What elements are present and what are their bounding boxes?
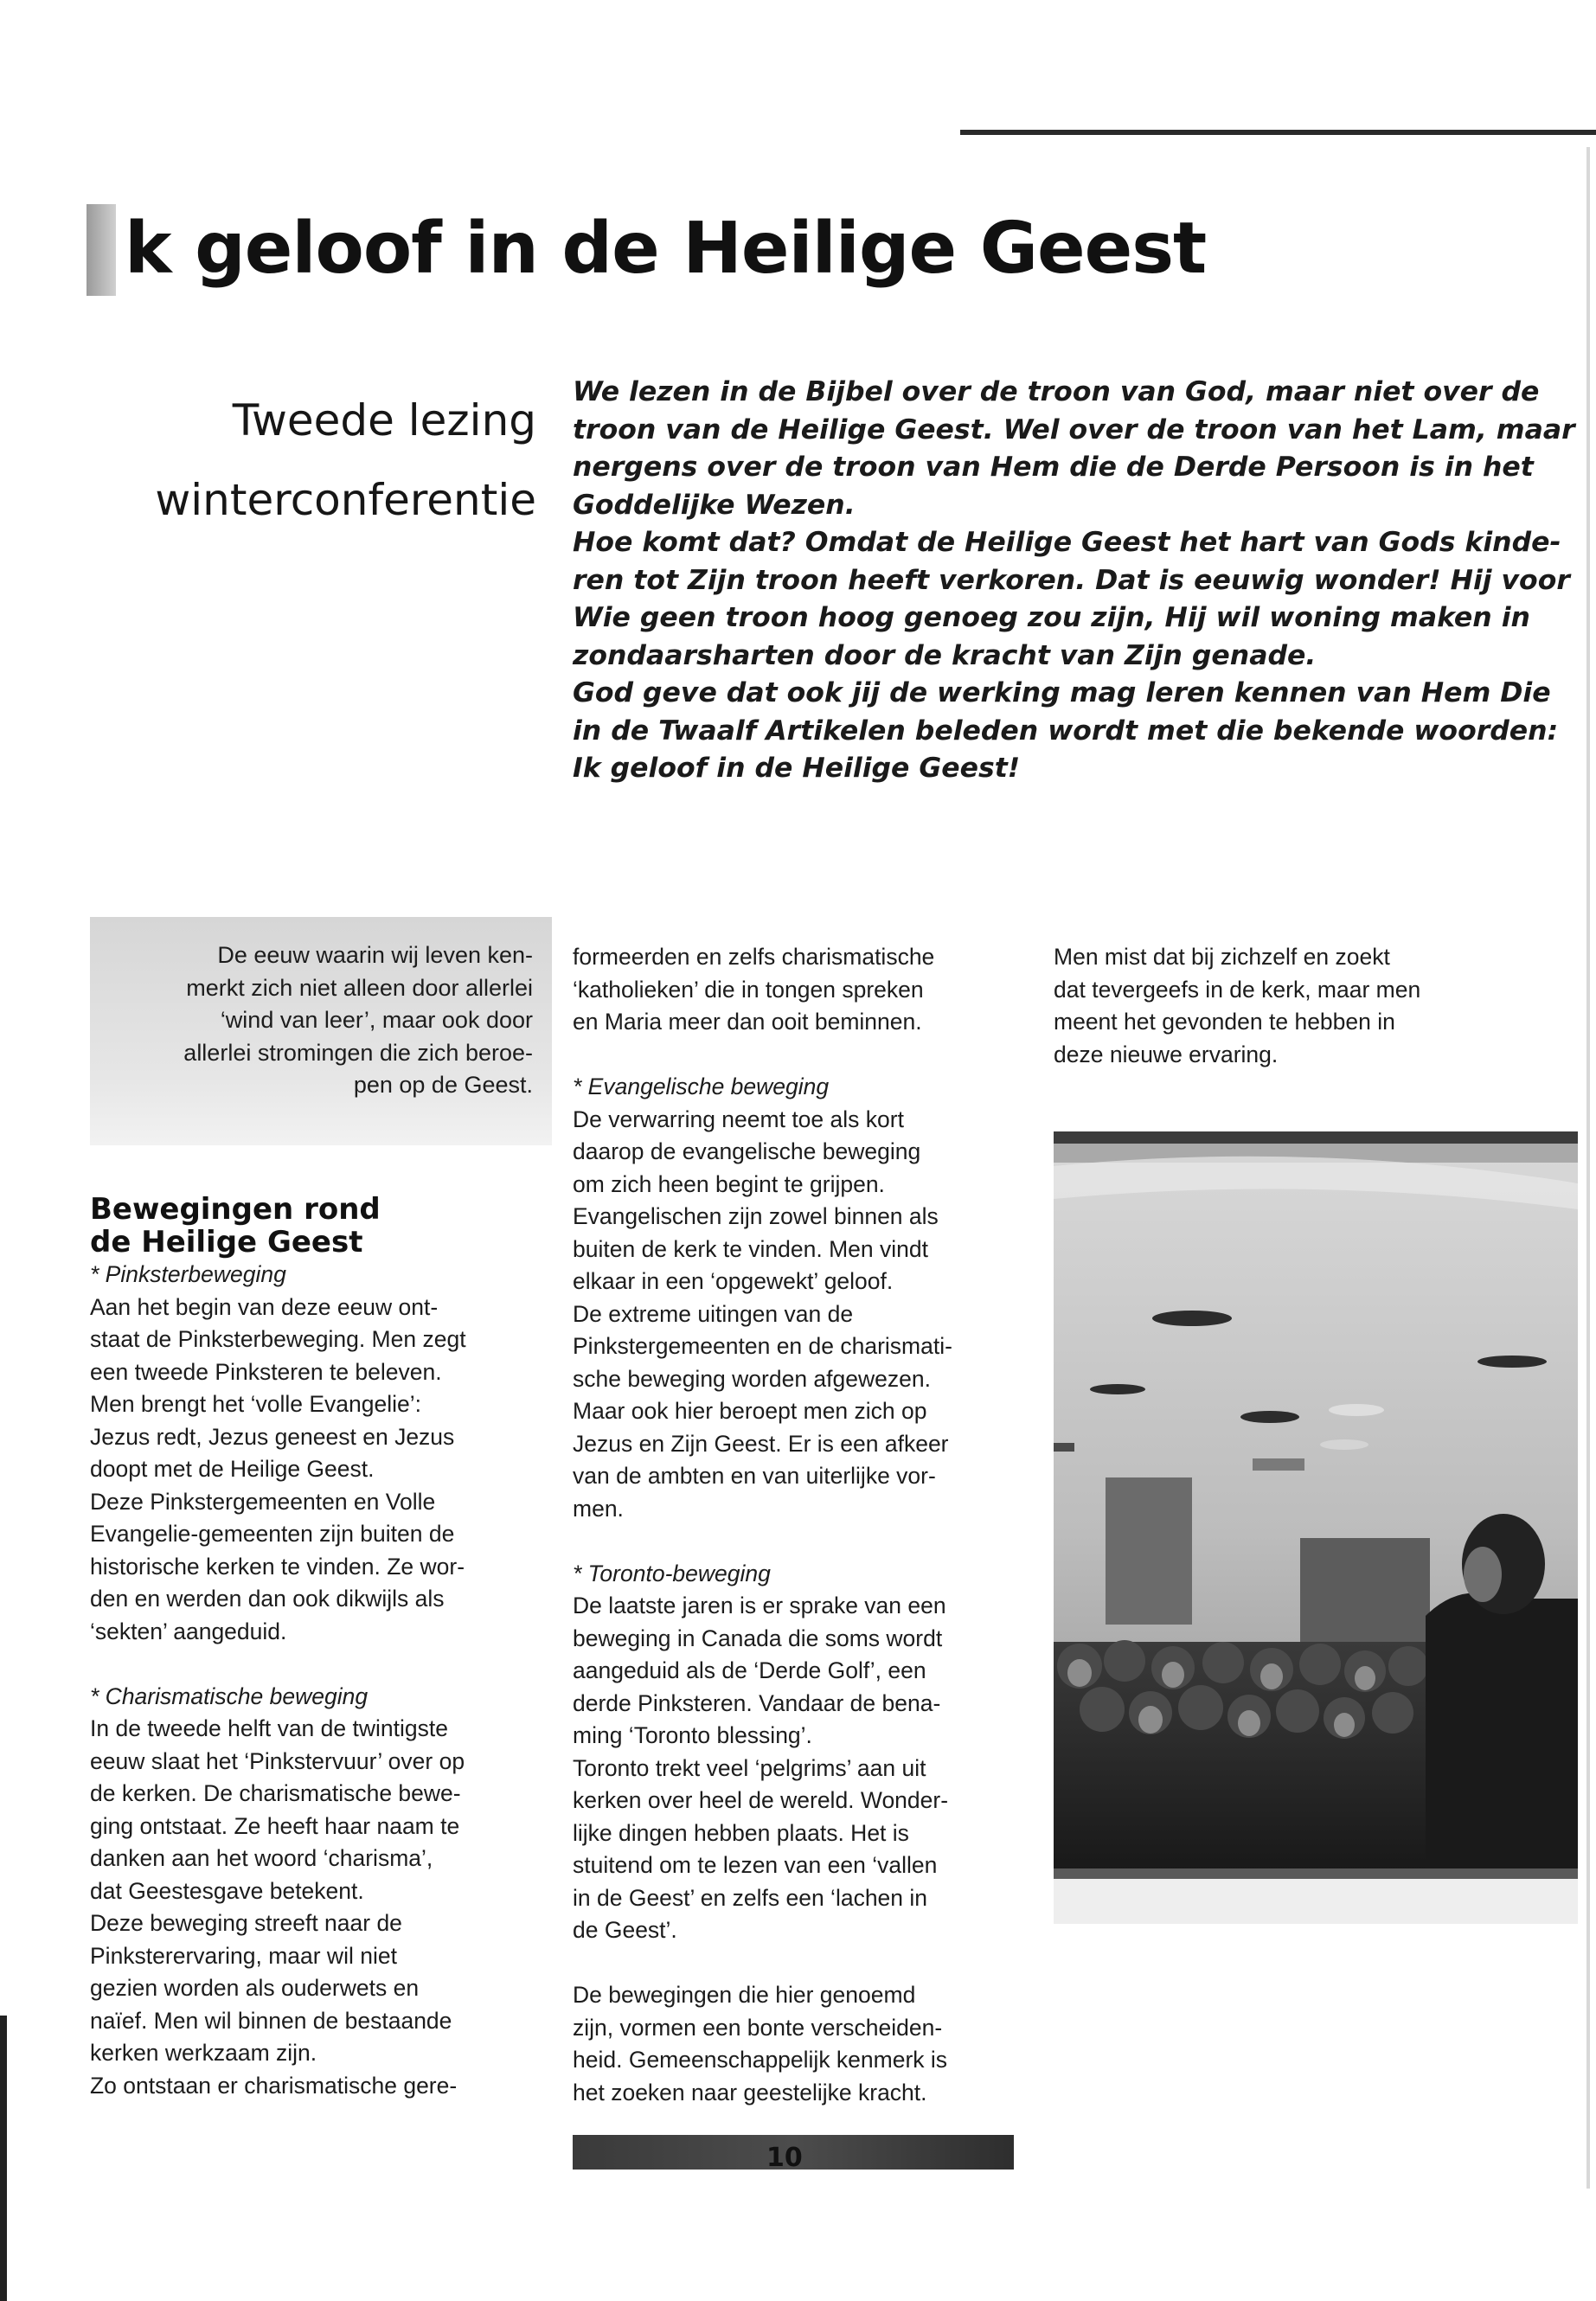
body-line: de kerken. De charismatische bewe- — [90, 1780, 461, 1806]
body-line: Men mist dat bij zichzelf en zoekt — [1054, 944, 1390, 970]
body-line: stuitend om te lezen van een ‘vallen — [573, 1852, 938, 1878]
body-line: men. — [573, 1495, 624, 1522]
intro-line: nergens over de troon van Hem die de Derde Persoon is in het — [573, 452, 1534, 483]
body-line: Jezus redt, Jezus geneest en Jezus — [90, 1423, 455, 1450]
article-title — [87, 197, 1207, 318]
body-line: ‘katholieken’ die in tongen spreken — [573, 976, 924, 1003]
body-line: Jezus en Zijn Geest. Er is een afkeer — [573, 1430, 949, 1457]
body-line: Evangelie-gemeenten zijn buiten de — [90, 1521, 455, 1547]
intro-paragraph — [573, 374, 1575, 788]
body-line: zijn, vormen een bonte verscheiden- — [573, 2014, 943, 2041]
body-line: eeuw slaat het ‘Pinkstervuur’ over op — [90, 1747, 465, 1774]
body-line: Maar ook hier beroept men zich op — [573, 1398, 927, 1424]
body-line: danken aan het woord ‘charisma’, — [90, 1845, 433, 1871]
article-subtitle — [87, 381, 536, 540]
intro-line: in de Twaalf Artikelen beleden wordt met die bekende woorden: — [573, 715, 1559, 747]
pullquote-line: merkt zich niet alleen door allerlei — [186, 974, 533, 1001]
page-edge-right — [1586, 147, 1590, 2189]
body-line: Aan het begin van deze eeuw ont- — [90, 1293, 439, 1320]
intro-line: We lezen in de Bijbel over de troon van God, maar niet over de — [573, 376, 1540, 407]
body-line: derde Pinksteren. Vandaar de bena- — [573, 1689, 941, 1716]
body-line: historische kerken te vinden. Ze wor- — [90, 1553, 465, 1580]
body-line: ging ontstaat. Ze heeft haar naam te — [90, 1812, 460, 1839]
body-line: in de Geest’ en zelfs een ‘lachen in — [573, 1884, 928, 1911]
conference-photo — [1054, 1131, 1578, 1924]
body-line: sche beweging worden afgewezen. — [573, 1365, 931, 1392]
body-line: kerken werkzaam zijn. — [90, 2040, 317, 2066]
body-line: de Geest’. — [573, 1917, 677, 1943]
column-1 — [90, 1194, 557, 2102]
body-line: Evangelischen zijn zowel binnen als — [573, 1203, 939, 1229]
section-heading: Bewegingen rond — [90, 1192, 381, 1227]
body-line: Zo ontstaan er charismatische gere- — [90, 2072, 458, 2099]
title-initial-bar — [87, 204, 116, 296]
body-line: buiten de kerk te vinden. Men vindt — [573, 1235, 928, 1262]
column-3 — [1054, 941, 1538, 1071]
body-line: De bewegingen die hier genoemd — [573, 1982, 916, 2008]
body-line: dat tevergeefs in de kerk, maar men — [1054, 976, 1421, 1003]
page-edge-top — [960, 130, 1596, 135]
body-line: lijke dingen hebben plaats. Het is — [573, 1819, 909, 1846]
body-line: Deze Pinkstergemeenten en Volle — [90, 1488, 436, 1515]
intro-line: troon van de Heilige Geest. Wel over de troon van het Lam, maar — [573, 413, 1575, 445]
body-line: en Maria meer dan ooit beminnen. — [573, 1009, 922, 1035]
body-line: Pinksterervaring, maar wil niet — [90, 1942, 397, 1969]
title-text: k geloof in de Heilige Geest — [125, 208, 1207, 290]
section-heading: de Heilige Geest — [90, 1224, 363, 1259]
body-line: om zich heen begint te grijpen. — [573, 1170, 885, 1197]
intro-line: ren tot Zijn troon heeft verkoren. Dat is eeuwig wonder! Hij voor — [573, 564, 1570, 596]
body-line: heid. Gemeenschappelijk kenmerk is — [573, 2047, 948, 2073]
body-line: formeerden en zelfs charismatische — [573, 944, 935, 970]
subtitle-line: Tweede lezing — [232, 395, 536, 445]
body-line: staat de Pinksterbeweging. Men zegt — [90, 1326, 466, 1352]
page-edge-left — [0, 2016, 7, 2301]
intro-line: zondaarsharten door de kracht van Zijn genade. — [573, 639, 1317, 671]
pullquote-line: allerlei stromingen die zich beroe- — [183, 1039, 533, 1066]
pullquote-text — [183, 939, 533, 1102]
body-line: van de ambten en van uiterlijke vor- — [573, 1463, 936, 1489]
body-line: De verwarring neemt toe als kort — [573, 1106, 904, 1132]
pullquote-line: pen op de Geest. — [353, 1072, 533, 1098]
subheading-toronto: * Toronto-beweging — [573, 1560, 771, 1586]
pullquote-line: ‘wind van leer’, maar ook door — [220, 1007, 533, 1033]
intro-line: Wie geen troon hoog genoeg zou zijn, Hij wil woning maken in — [573, 602, 1530, 633]
body-line: dat Geestesgave betekent. — [90, 1877, 364, 1904]
body-line: De laatste jaren is er sprake van een — [573, 1593, 946, 1618]
intro-line: Ik geloof in de Heilige Geest! — [573, 753, 1021, 784]
body-line: Pinkstergemeenten en de charismati- — [573, 1333, 952, 1359]
subheading-pinksterbeweging: * Pinksterbeweging — [90, 1261, 286, 1287]
intro-line: God geve dat ook jij de werking mag leren kennen van Hem Die — [573, 677, 1551, 708]
pullquote-line: De eeuw waarin wij leven ken- — [217, 942, 533, 968]
body-line: Men brengt het ‘volle Evangelie’: — [90, 1391, 422, 1417]
pullquote-box — [90, 917, 552, 1145]
subheading-charismatische: * Charismatische beweging — [90, 1682, 369, 1709]
body-line: ‘sekten’ aangeduid. — [90, 1618, 287, 1644]
body-line: beweging in Canada die soms wordt — [573, 1625, 943, 1651]
intro-line: Goddelijke Wezen. — [573, 489, 856, 521]
intro-line: Hoe komt dat? Omdat de Heilige Geest het hart van Gods kinde- — [573, 527, 1561, 558]
body-line: In de tweede helft van de twintigste — [90, 1715, 448, 1741]
body-line: aangeduid als de ‘Derde Golf’, een — [573, 1657, 926, 1683]
body-line: een tweede Pinksteren te beleven. — [90, 1358, 442, 1385]
body-line: doopt met de Heilige Geest. — [90, 1456, 375, 1482]
page-number: 10 — [766, 2145, 803, 2170]
body-line: gezien worden als ouderwets en — [90, 1975, 420, 2001]
body-line: daarop de evangelische beweging — [573, 1138, 921, 1164]
column-2 — [573, 941, 1040, 2109]
body-line: meent het gevonden te hebben in — [1054, 1009, 1395, 1035]
body-line: deze nieuwe ervaring. — [1054, 1041, 1279, 1067]
body-line: den en werden dan ook dikwijls als — [90, 1586, 445, 1612]
body-line: naïef. Men wil binnen de bestaande — [90, 2007, 452, 2034]
body-line: het zoeken naar geestelijke kracht. — [573, 2079, 927, 2106]
subtitle-line: winterconferentie — [155, 475, 536, 525]
body-line: kerken over heel de wereld. Wonder- — [573, 1787, 949, 1813]
body-line: Toronto trekt veel ‘pelgrims’ aan uit — [573, 1754, 926, 1781]
body-line: ming ‘Toronto blessing’. — [573, 1722, 812, 1748]
body-line: elkaar in een ‘opgewekt’ geloof. — [573, 1268, 894, 1294]
body-line: Deze beweging streeft naar de — [90, 1910, 402, 1936]
subheading-evangelische: * Evangelische beweging — [573, 1074, 830, 1099]
body-line: De extreme uitingen van de — [573, 1300, 854, 1327]
